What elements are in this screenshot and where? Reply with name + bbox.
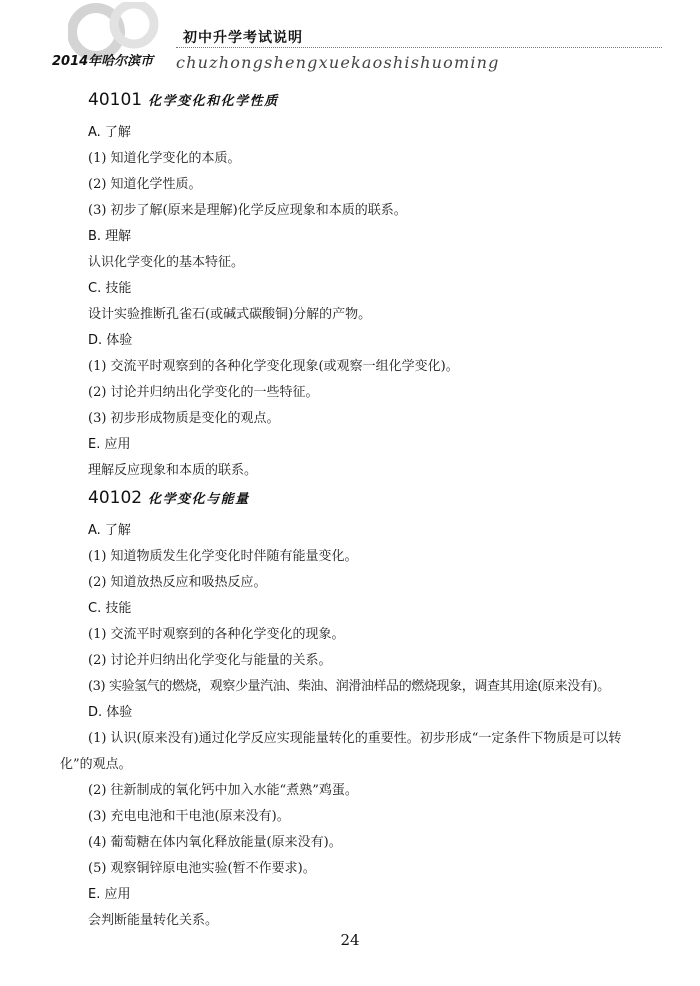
header-divider <box>176 47 662 48</box>
group-heading: B. 理解 <box>88 229 132 244</box>
text-line: 认识化学变化的基本特征。 <box>88 255 245 270</box>
header-pinyin: chuzhongshengxuekaoshishuoming <box>176 53 500 72</box>
text-line: 理解反应现象和本质的联系。 <box>88 463 258 478</box>
section-code: 40101 <box>88 90 143 110</box>
text-line: (1) 知道物质发生化学变化时伴随有能量变化。 <box>88 549 358 564</box>
text-line: (2) 讨论并归纳出化学变化与能量的关系。 <box>88 653 332 668</box>
group-heading: C. 技能 <box>88 281 132 296</box>
page-number: 24 <box>340 931 360 949</box>
section-heading <box>88 486 650 512</box>
group-heading: A. 了解 <box>88 523 131 538</box>
text-line: (2) 讨论并归纳出化学变化的一些特征。 <box>88 385 319 400</box>
section-title: 化学变化与能量 <box>148 492 250 507</box>
text-line: (1) 交流平时观察到的各种化学变化现象(或观察一组化学变化)。 <box>88 359 459 374</box>
section-code: 40102 <box>88 488 143 508</box>
header-title: 初中升学考试说明 <box>183 30 303 46</box>
text-line: (3) 充电电池和干电池(原来没有)。 <box>88 809 290 824</box>
header-year-city: 2014年哈尔滨市 <box>52 54 154 69</box>
page-content <box>60 88 650 934</box>
text-line: (2) 知道放热反应和吸热反应。 <box>88 575 267 590</box>
group-heading: E. 应用 <box>88 437 131 452</box>
text-line: (1) 知道化学变化的本质。 <box>88 151 241 166</box>
section-title: 化学变化和化学性质 <box>148 94 279 109</box>
text-line: (2) 往新制成的氧化钙中加入水能“煮熟”鸡蛋。 <box>88 783 358 798</box>
text-line: (5) 观察铜锌原电池实验(暂不作要求)。 <box>88 861 316 876</box>
section-heading <box>88 88 650 114</box>
group-heading: D. 体验 <box>88 705 133 720</box>
text-line: (3) 初步形成物质是变化的观点。 <box>88 411 280 426</box>
text-line: 设计实验推断孔雀石(或碱式碳酸铜)分解的产物。 <box>88 307 372 322</box>
group-heading: E. 应用 <box>88 887 131 902</box>
text-paragraph: (1) 认识(原来没有)通过化学反应实现能量转化的重要性。初步形成“一定条件下物质是可以转化”的观点。 <box>60 731 622 772</box>
text-line: (2) 知道化学性质。 <box>88 177 202 192</box>
group-heading: D. 体验 <box>88 333 133 348</box>
text-line: (1) 交流平时观察到的各种化学变化的现象。 <box>88 627 345 642</box>
text-line: (3) 初步了解(原来是理解)化学反应现象和本质的联系。 <box>88 203 407 218</box>
text-line: (3) 实验氢气的燃烧，观察少量汽油、柴油、润滑油样品的燃烧现象，调查其用途(原来没有)。 <box>88 679 610 694</box>
text-line: (4) 葡萄糖在体内氧化释放能量(原来没有)。 <box>88 835 342 850</box>
group-heading: C. 技能 <box>88 601 132 616</box>
text-line: 会判断能量转化关系。 <box>88 913 219 928</box>
group-heading: A. 了解 <box>88 125 131 140</box>
